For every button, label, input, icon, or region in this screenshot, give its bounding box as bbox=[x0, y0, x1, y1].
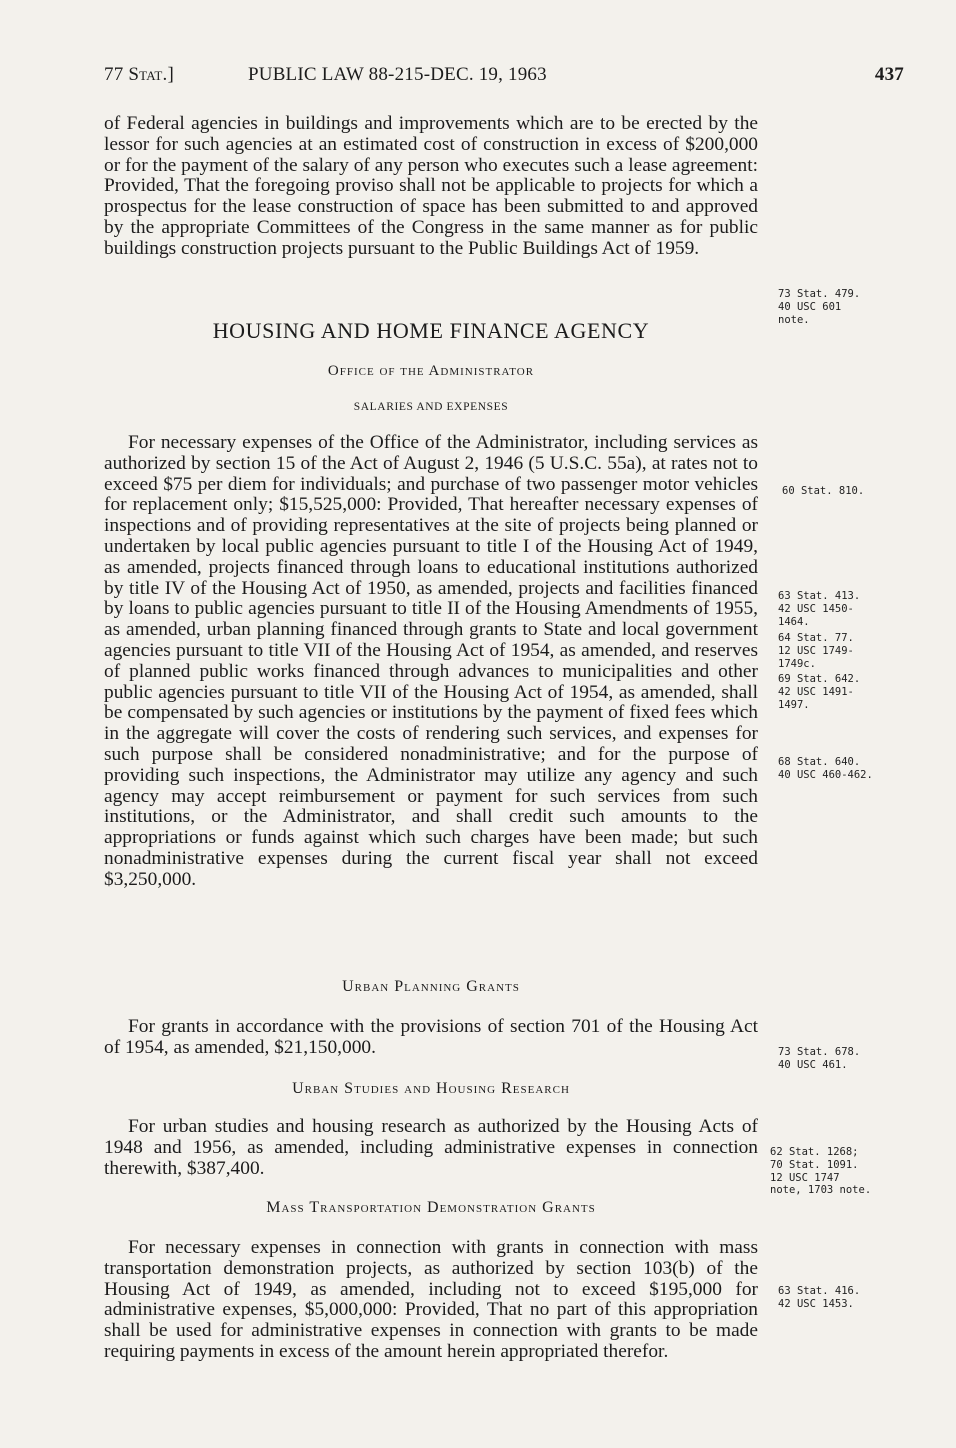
mass-transport-block bbox=[104, 1238, 758, 1363]
intro-block bbox=[104, 114, 758, 260]
margin-note: 60 Stat. 810. bbox=[782, 485, 865, 497]
urban-planning-paragraph: For grants in accordance with the provisions of section 701 of the Housing Act of 1954, as amended, $21,150,000. bbox=[104, 1016, 758, 1058]
salaries-block bbox=[104, 433, 758, 891]
intro-paragraph: of Federal agencies in buildings and improvements which are to be erected by the lessor for such agencies at an estimated cost of construction in excess of $200,000 or for the payment of the salary of any person who executes such a lease agreement: Provided, That the foregoing proviso shall not be applicable to projects for which a prospectus for the lease construction of space has been submitted to and approved by the appropriate Committees of the Congress in the same manner as for public buildings construction projects pursuant to the Public Buildings Act of 1959. bbox=[104, 113, 758, 259]
page-header bbox=[104, 64, 904, 90]
margin-note: 69 Stat. 642. 42 USC 1491- 1497. bbox=[778, 673, 861, 711]
margin-note: 68 Stat. 640. 40 USC 460-462. bbox=[778, 756, 873, 781]
law-title: PUBLIC LAW 88-215-DEC. 19, 1963 bbox=[248, 64, 547, 85]
mass-transport-paragraph: For necessary expenses in connection with grants in connection with mass transportation demonstration projects, as authorized by section 103(b) of the Housing Act of 1949, as amended, including not to exceed $195,000 for administrative expenses, $5,000,000: Provided, That no part of this appropriation shall be used for administrative expenses in connection with grants to be made requiring payments in excess of the amount herein appropriated therefor. bbox=[104, 1237, 758, 1362]
salaries-heading: SALARIES AND EXPENSES bbox=[353, 401, 509, 413]
margin-note: 73 Stat. 678. 40 USC 461. bbox=[778, 1046, 861, 1071]
agency-title: HOUSING AND HOME FINANCE AGENCY bbox=[212, 318, 650, 343]
margin-note: 64 Stat. 77. 12 USC 1749- 1749c. bbox=[778, 632, 854, 670]
urban-studies-block bbox=[104, 1117, 758, 1179]
margin-note: 63 Stat. 416. 42 USC 1453. bbox=[778, 1285, 861, 1310]
volume-reference: 77 Stat.] bbox=[104, 64, 174, 85]
page-number: 437 bbox=[874, 64, 904, 85]
salaries-paragraph: For necessary expenses of the Office of the Administrator, including services as authorized by section 15 of the Act of August 2, 1946 (5 U.S.C. 55a), at rates not to exceed $75 per diem for individuals; and purchase of two passenger motor vehicles for replacement only; $15,525,000: Provided, That hereafter necessary expenses of inspections and of providing representatives at the site of projects being planned or undertaken by local public agencies pursuant to title I of the Housing Act of 1949, as amended, projects financed through loans to educational institutions authorized by title IV of the Housing Act of 1950, as amended, projects and facilities financed by loans to public agencies pursuant to title II of the Housing Amendments of 1955, as amended, urban planning financed through grants to State and local government agencies pursuant to title VII of the Housing Act of 1954, as amended, and reserves of planned public works financed through advances to municipalities and other public agencies pursuant to title VII of the Housing Act of 1954, as amended, shall be compensated by such agencies or institutions by the payment of fixed fees which in the aggregate will cover the costs of rendering such services, and expenses for such purpose shall be considered nonadministrative; and for the purpose of providing such inspections, the Administrator may utilize any agency and such agency may accept reimbursement or payment for such services from such institutions, or the Administrator, and shall credit such amounts to the appropriations or funds against which such charges have been made; but such nonadministrative expenses during the current fiscal year shall not exceed $3,250,000. bbox=[104, 432, 758, 890]
mass-transport-heading: Mass Transportation Demonstration Grants bbox=[266, 1199, 596, 1216]
urban-planning-heading: Urban Planning Grants bbox=[342, 978, 520, 995]
urban-studies-heading: Urban Studies and Housing Research bbox=[292, 1080, 570, 1097]
office-heading: Office of the Administrator bbox=[327, 363, 535, 379]
margin-note: 62 Stat. 1268; 70 Stat. 1091. 12 USC 1747 note, 1703 note. bbox=[770, 1146, 872, 1197]
urban-studies-paragraph: For urban studies and housing research as authorized by the Housing Acts of 1948 and 1956, as amended, including administrative expenses in connection therewith, $387,400. bbox=[104, 1116, 758, 1179]
margin-note: 73 Stat. 479. 40 USC 601 note. bbox=[778, 288, 861, 326]
margin-note: 63 Stat. 413. 42 USC 1450- 1464. bbox=[778, 590, 861, 628]
urban-planning-block bbox=[104, 1017, 758, 1059]
